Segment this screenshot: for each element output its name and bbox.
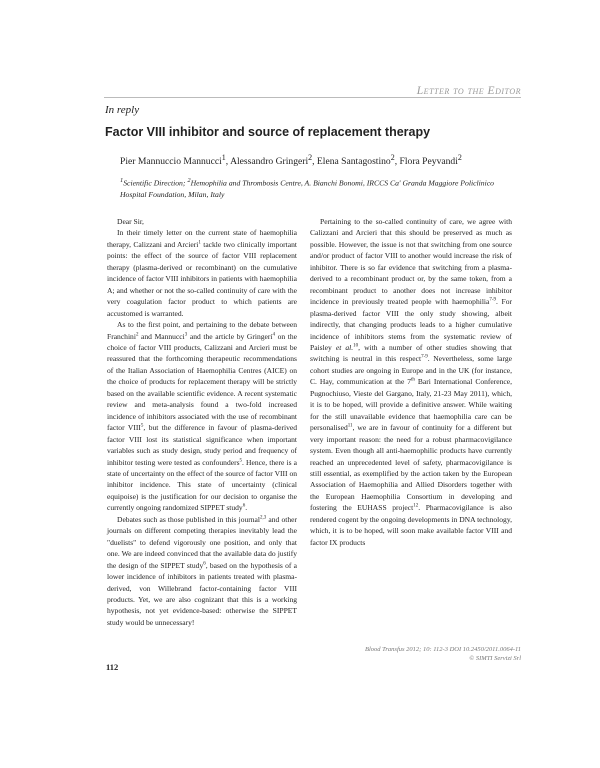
author-name: Flora Peyvandi: [399, 156, 458, 168]
author-list: Pier Mannuccio Mannucci$^1$, Alessandro Gringeri$^2$, Elena Santagostino$^2$, Flora Peyvandi$^2$: [120, 153, 462, 168]
body-paragraph: Debates such as those published in this journal$^{2,3}$ and other journals on different competing therapies inevitably lead the "duelists" to defend vigorously one position, and only that one. We are indeed convinced that the available data do justify the design of the SIPPET study$^6$, based on the hypothesis of a lower incidence of inhibitors in patients treated with plasma-derived, von Willebrand factor-containing factor VIII products. Yet, we are also cognizant that this is a working hypothesis, not yet evidence-based: otherwise the SIPPET study would be unnecessary!: [107, 514, 298, 627]
author-name: Pier Mannuccio Mannucci: [120, 156, 222, 168]
section-label: Letter to the Editor: [416, 85, 521, 97]
author-name: Elena Santagostino: [316, 156, 391, 168]
body-paragraph: Pertaining to the so-called continuity of care, we agree with Calizzani and Arcieri that this should be preserved as much as possible. However, the issue is not that switching from one source and/or product of factor VIII to another would increase the risk of inhibitor. There is so far evidence that switching from a plasma-derived to a recombinant product or, by the same token, from a recombinant product to another does not increase inhibitor incidence in previously treated people with haemophilia$^{7-9}$. For plasma-derived factor VIII the only study showing, albeit indirectly, that changing products leads to a higher cumulative incidence of inhibitors stems from the systematic review of Paisley et al.$^{10}$, with a number of other studies showing that switching is neutral in this respect$^{7-9}$. Nevertheless, some large cohort studies are ongoing in Europe and in the UK (for instance, C. Hay, communication at the 7th Bari International Conference, Pugnochiuso, Vieste del Gargano, Italy, 21-23 May 2011), which, it is to be hoped, will provide a definitive answer. While waiting for the still unavailable evidence that haemophilia care can be personalised$^{11}$, we are in favour of continuity for a different but very important reason: the need for a robust pharmacovigilance system. Even though all anti-haemophilic products have currently reached an unprecedented level of safety, pharmacovigilance is still essential, as exemplified by the action taken by the European Association of Haemophilia and Allied Disorders together with the European Haemophilia Consortium in developing and fostering the EUHASS project$^{12}$. Pharmacovigilance is also rendered cogent by the ongoing developments in DNA technology, which, it is to be hoped, will soon make available factor VIII and factor IX products: [310, 217, 513, 547]
body-column-left: [107, 216, 297, 628]
journal-citation: [365, 645, 521, 663]
header-divider: [104, 97, 521, 98]
author-affiliation-mark: 1: [221, 153, 226, 162]
author-name: Alessandro Gringeri: [230, 156, 309, 168]
body-paragraph: As to the first point, and pertaining to the debate between Franchini$^2$ and Mannucci$^3$ and the article by Gringeri$^4$ on the choice of factor VIII products, Calizzani and Arcieri must be reassured that the forthcoming therapeutic recommendations of the Italian Association of Haemophilia Centres (AICE) on the choice of products for replacement therapy will be strictly based on the available scientific evidence. A recent systematic review and meta-analysis found a two-fold increased incidence of inhibitors associated with the use of recombinant factor VIII$^5$, but the difference in favour of plasma-derived factor VIII lost its statistical significance when important variables such as study design, study period and frequency of inhibitor testing were tested as confounders$^5$. Hence, there is a state of uncertainty on the effect of the source of factor VIII on inhibitor incidence. This state of uncertainty (clinical equipoise) is the justification for our decision to organise the currently ongoing randomized SIPPET study$^6$.: [107, 320, 297, 513]
author-affiliation-mark: 2: [308, 153, 313, 162]
article-title: Factor VIII inhibitor and source of replacement therapy: [105, 125, 431, 139]
copyright: © SIMTI Servizi Srl: [469, 655, 521, 662]
author-affiliation-mark: 2: [457, 153, 462, 162]
body-column-right: [310, 216, 512, 548]
affiliation: $^1$Scientific Direction; $^2$Hemophilia and Thrombosis Centre, A. Bianchi Bonomi, IRCCS Ca' Granda Maggiore Policlinico Hospital Foundation, Milan, Italy: [120, 177, 495, 199]
salutation: Dear Sir,: [117, 217, 144, 226]
body-paragraph: In their timely letter on the current state of haemophilia therapy, Calizzani and Arcieri$^1$ tackle two clinically important points: the effect of the source of factor VIII replacement therapy (plasma-derived or recombinant) on the cumulative incidence of factor VIII inhibitors in patients with haemophilia A; and whether or not the so-called continuity of care with the very coagulation factor product to which patients are accustomed is warranted.: [107, 228, 297, 318]
pre-title: In reply: [105, 104, 140, 116]
author-affiliation-mark: 2: [390, 153, 395, 162]
doi-line: Blood Transfus 2012; 10: 112-3 DOI 10.2450/2011.0064-11: [365, 646, 521, 653]
page-number: 112: [106, 662, 119, 672]
